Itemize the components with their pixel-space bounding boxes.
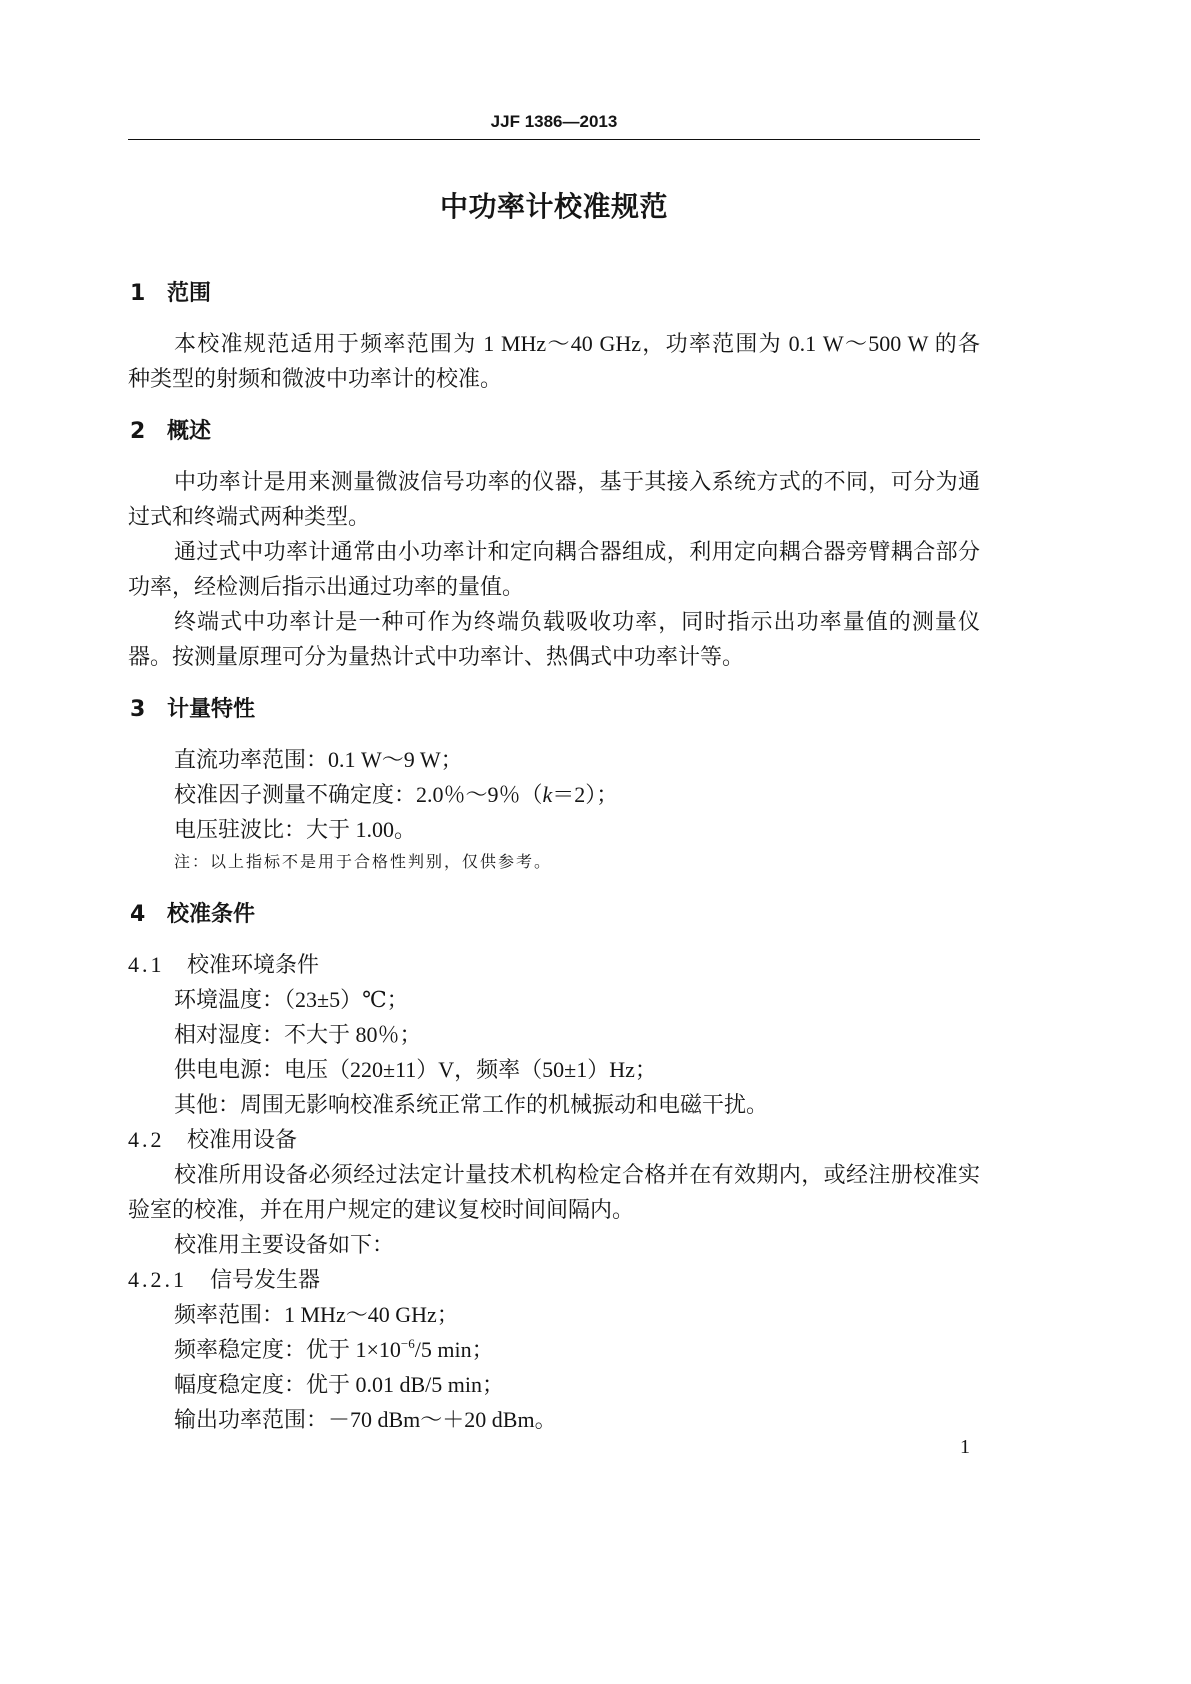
- frequency-stability-text-end: /5 min；: [414, 1337, 494, 1362]
- generator-amplitude-stability: 幅度稳定度：优于 0.01 dB/5 min；: [174, 1372, 505, 1397]
- paragraph-line: 本校准规范适用于频率范围为 1 MHz～40 GHz，功率范围为 0.1 W～500 W 的各: [174, 331, 980, 356]
- paragraph-scope: [128, 326, 980, 396]
- generator-frequency-stability: [128, 1332, 980, 1367]
- paragraph-line: 种类型的射频和微波中功率计的校准。: [128, 366, 503, 391]
- subsection-4-2-heading: [128, 1122, 980, 1157]
- paragraph-line: 中功率计是用来测量微波信号功率的仪器，基于其接入系统方式的不同，可分为通: [174, 469, 980, 494]
- uncertainty-text-end: ＝2）；: [552, 782, 619, 807]
- paragraph-line: 终端式中功率计是一种可作为终端负载吸收功率，同时指示出功率量值的测量仪: [174, 609, 980, 634]
- paragraph-line: 验室的校准，并在用户规定的建议复校时间间隔内。: [128, 1197, 635, 1222]
- subsection-number: 4.2: [128, 1127, 165, 1152]
- subsection-4-1-heading: [128, 947, 980, 982]
- env-power-supply: 供电电源：电压（220±11）V，频率（50±1）Hz；: [174, 1057, 657, 1082]
- section-2-heading: [128, 414, 980, 449]
- frequency-stability-text: 频率稳定度：优于 1×10: [174, 1337, 401, 1362]
- spec-vswr: 电压驻波比：大于 1.00。: [174, 817, 417, 842]
- subsection-number: 4.2.1: [128, 1267, 187, 1292]
- document-title: 中功率计校准规范: [439, 190, 668, 223]
- coverage-factor-symbol: k: [542, 782, 553, 807]
- spec-dc-power-range: 直流功率范围：0.1 W～9 W；: [174, 747, 463, 772]
- paragraph-equipment-requirements: [128, 1157, 980, 1227]
- section-title: 校准条件: [167, 902, 256, 927]
- section-title: 范围: [167, 281, 212, 306]
- section-number: 2: [130, 419, 146, 444]
- subsection-title: 校准用设备: [187, 1127, 298, 1152]
- section-number: 3: [130, 697, 146, 722]
- paragraph-line: 通过式中功率计通常由小功率计和定向耦合器组成，利用定向耦合器旁臂耦合部分: [174, 539, 980, 564]
- page-number: 1: [960, 1436, 970, 1458]
- exponent-superscript: −6: [400, 1336, 415, 1351]
- env-other: 其他：周围无影响校准系统正常工作的机械振动和电磁干扰。: [174, 1092, 769, 1117]
- section-1-heading: [128, 276, 980, 311]
- section-title: 概述: [167, 419, 212, 444]
- paragraph-line: 器。按测量原理可分为量热计式中功率计、热偶式中功率计等。: [128, 644, 745, 669]
- equipment-intro: 校准用主要设备如下：: [174, 1232, 395, 1257]
- section-4-heading: [128, 897, 980, 932]
- spec-calibration-factor-uncertainty: [128, 777, 980, 812]
- subsection-number: 4.1: [128, 952, 165, 977]
- env-temperature: 环境温度：（23±5）℃；: [174, 987, 409, 1012]
- page-header-standard-code: JJF 1386—2013: [490, 112, 618, 131]
- header-rule: [128, 139, 980, 140]
- section-title: 计量特性: [167, 697, 256, 722]
- paragraph-line: 过式和终端式两种类型。: [128, 504, 371, 529]
- section-number: 4: [130, 902, 146, 927]
- generator-frequency-range: 频率范围：1 MHz～40 GHz；: [174, 1302, 459, 1327]
- section-3-heading: [128, 692, 980, 727]
- subsection-title: 校准环境条件: [187, 952, 320, 977]
- section-number: 1: [130, 281, 146, 306]
- spec-note: 注：以上指标不是用于合格性判别，仅供参考。: [174, 854, 553, 871]
- paragraph-line: 功率，经检测后指示出通过功率的量值。: [128, 574, 525, 599]
- document-body: [128, 276, 980, 1437]
- paragraph-terminal-type: [128, 604, 980, 674]
- uncertainty-text: 校准因子测量不确定度：2.0％～9％（: [174, 782, 543, 807]
- paragraph-line: 校准所用设备必须经过法定计量技术机构检定合格并在有效期内，或经注册校准实: [174, 1162, 980, 1187]
- paragraph-overview: [128, 464, 980, 534]
- subsection-4-2-1-heading: [128, 1262, 980, 1297]
- subsection-title: 信号发生器: [210, 1267, 321, 1292]
- paragraph-through-type: [128, 534, 980, 604]
- env-humidity: 相对湿度：不大于 80％；: [174, 1022, 422, 1047]
- generator-output-power-range: 输出功率范围：－70 dBm～＋20 dBm。: [174, 1407, 557, 1432]
